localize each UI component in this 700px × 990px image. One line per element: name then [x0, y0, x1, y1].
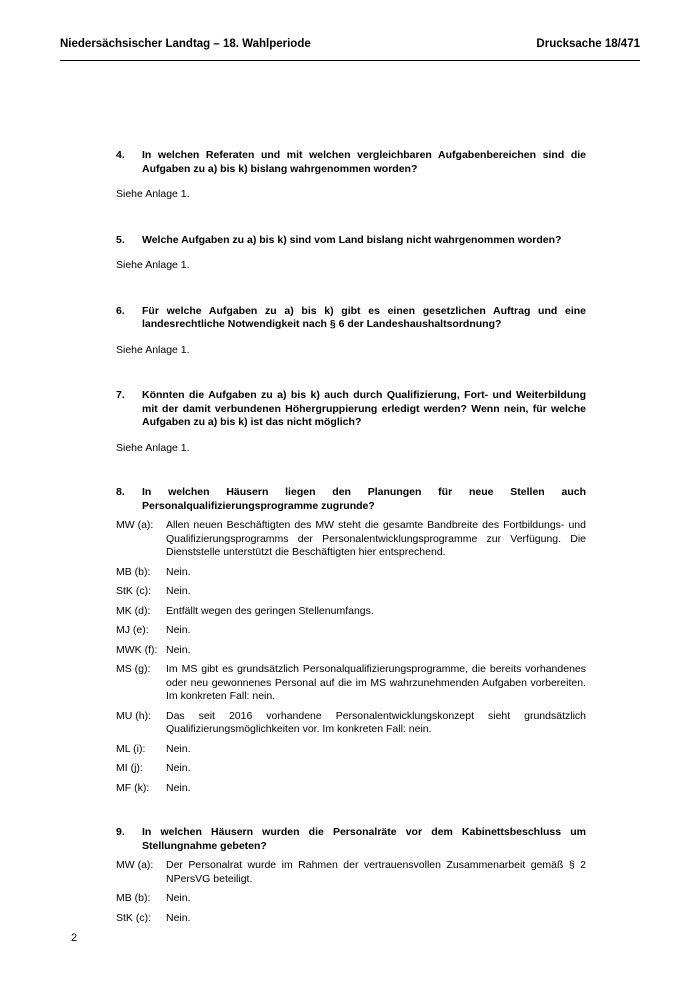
ministry-label: StK (c):: [116, 911, 152, 924]
ministry-answer: Allen neuen Beschäftigten des MW steht die gesamte Bandbreite des Fortbildungs- und Qualifizierungsprogramms der Personalentwicklungsprogramme zur Verfügung. Die Dienststelle unterstützt die Beschäftigten hier entsprechend.: [166, 519, 586, 558]
page-number: 2: [71, 932, 78, 944]
question: [116, 234, 586, 248]
ministry-answer: Nein.: [166, 624, 191, 636]
ministry-label: MI (j):: [116, 762, 143, 774]
ministry-answer-row: [116, 605, 586, 619]
question-block: [116, 234, 586, 273]
ministry-label: StK (c):: [116, 585, 152, 597]
ministry-answers: [116, 519, 586, 795]
ministry-label: MWK (f):: [116, 643, 158, 656]
ministry-answer: Der Personalrat wurde im Rahmen der vertrauensvollen Zusammenarbeit gemäß § 2 NPersVG beteiligt.: [166, 859, 586, 885]
question-number: 5.: [116, 233, 125, 246]
parliament-title: Niedersächsischer Landtag – 18. Wahlperiode: [60, 38, 311, 50]
question-block: [116, 389, 586, 455]
ministry-label: MW (a):: [116, 519, 154, 531]
ministry-label: MK (d):: [116, 604, 151, 617]
ministry-answer-row: [116, 585, 586, 599]
question-text: Welche Aufgaben zu a) bis k) sind vom Land bislang nicht wahrgenommen worden?: [142, 233, 562, 246]
ministry-answer: Nein.: [166, 781, 191, 794]
ministry-label: MF (k):: [116, 781, 150, 794]
document-body: [116, 149, 586, 925]
question-text: In welchen Referaten und mit welchen vergleichbaren Aufgabenbereichen sind die Aufgaben zu a) bis k) bislang wahrgenommen worden?: [142, 149, 586, 175]
question-text: In welchen Häusern liegen den Planungen für neue Stellen auch Personalqualifizierungsprogramme zugrunde?: [142, 486, 586, 512]
ministry-answer: Nein.: [166, 892, 191, 904]
ministry-answer-row: [116, 859, 586, 886]
ministry-answer-row: [116, 663, 586, 704]
question-block: [116, 149, 586, 202]
answer: Siehe Anlage 1.: [116, 441, 190, 454]
ministry-answer: Nein.: [166, 565, 191, 578]
ministry-answer: Nein.: [166, 911, 191, 924]
ministry-answer: Nein.: [166, 762, 191, 774]
ministry-answers: [116, 859, 586, 925]
question-number: 7.: [116, 389, 125, 401]
question-number: 6.: [116, 304, 125, 317]
question-number: 8.: [116, 486, 125, 498]
ministry-label: MU (h):: [116, 709, 151, 722]
answer: Siehe Anlage 1.: [116, 343, 190, 356]
ministry-answer: Nein.: [166, 742, 191, 755]
question: [116, 389, 586, 430]
ministry-answer-row: [116, 892, 586, 906]
question-number: 4.: [116, 149, 125, 161]
document-number: Drucksache 18/471: [536, 38, 640, 50]
ministry-answer-row: [116, 762, 586, 776]
ministry-answer: Im MS gibt es grundsätzlich Personalqualifizierungsprogramme, die bereits vorhandenes oder neu gewonnenes Personal auf die im MS wahrzunehmenden Aufgaben vorbereiten. Im konkreten Fall: nein.: [166, 663, 586, 702]
question-block: [116, 305, 586, 358]
question-number: 9.: [116, 826, 125, 838]
ministry-label: ML (i):: [116, 742, 146, 755]
ministry-answer-row: [116, 743, 586, 757]
ministry-label: MB (b):: [116, 892, 151, 904]
answer: Siehe Anlage 1.: [116, 259, 190, 271]
ministry-answer-row: [116, 710, 586, 737]
question-block: [116, 486, 586, 795]
question: [116, 486, 586, 513]
ministry-answer-row: [116, 566, 586, 580]
question-text: Könnten die Aufgaben zu a) bis k) auch durch Qualifizierung, Fort- und Weiterbildung mit der damit verbundenen Höhergruppierung erledigt werden? Wenn nein, für welche Aufgaben zu a) bis k) ist das nicht möglich?: [142, 389, 586, 428]
page-header: [60, 38, 640, 61]
answer: Siehe Anlage 1.: [116, 188, 190, 200]
ministry-answer: Das seit 2016 vorhandene Personalentwicklungskonzept sieht grundsätzlich Qualifizierungsmöglichkeiten vor. Im konkreten Fall: nein.: [166, 709, 586, 735]
question-text: Für welche Aufgaben zu a) bis k) gibt es einen gesetzlichen Auftrag und eine landesrechtliche Notwendigkeit nach § 6 der Landeshaushaltsordnung?: [142, 304, 586, 330]
question-text: In welchen Häusern wurden die Personalräte vor dem Kabinettsbeschluss um Stellungnahme gebeten?: [142, 826, 586, 852]
question: [116, 826, 586, 853]
ministry-answer: Nein.: [166, 643, 191, 656]
ministry-label: MS (g):: [116, 663, 151, 675]
ministry-answer: Entfällt wegen des geringen Stellenumfangs.: [166, 604, 374, 617]
ministry-answer-row: [116, 519, 586, 560]
ministry-answer: Nein.: [166, 585, 191, 597]
ministry-label: MW (a):: [116, 859, 154, 871]
ministry-answer-row: [116, 644, 586, 658]
question-block: [116, 826, 586, 925]
ministry-answer-row: [116, 912, 586, 926]
ministry-label: MB (b):: [116, 565, 151, 578]
ministry-label: MJ (e):: [116, 624, 149, 636]
ministry-answer-row: [116, 624, 586, 638]
question: [116, 305, 586, 332]
question: [116, 149, 586, 176]
ministry-answer-row: [116, 782, 586, 796]
